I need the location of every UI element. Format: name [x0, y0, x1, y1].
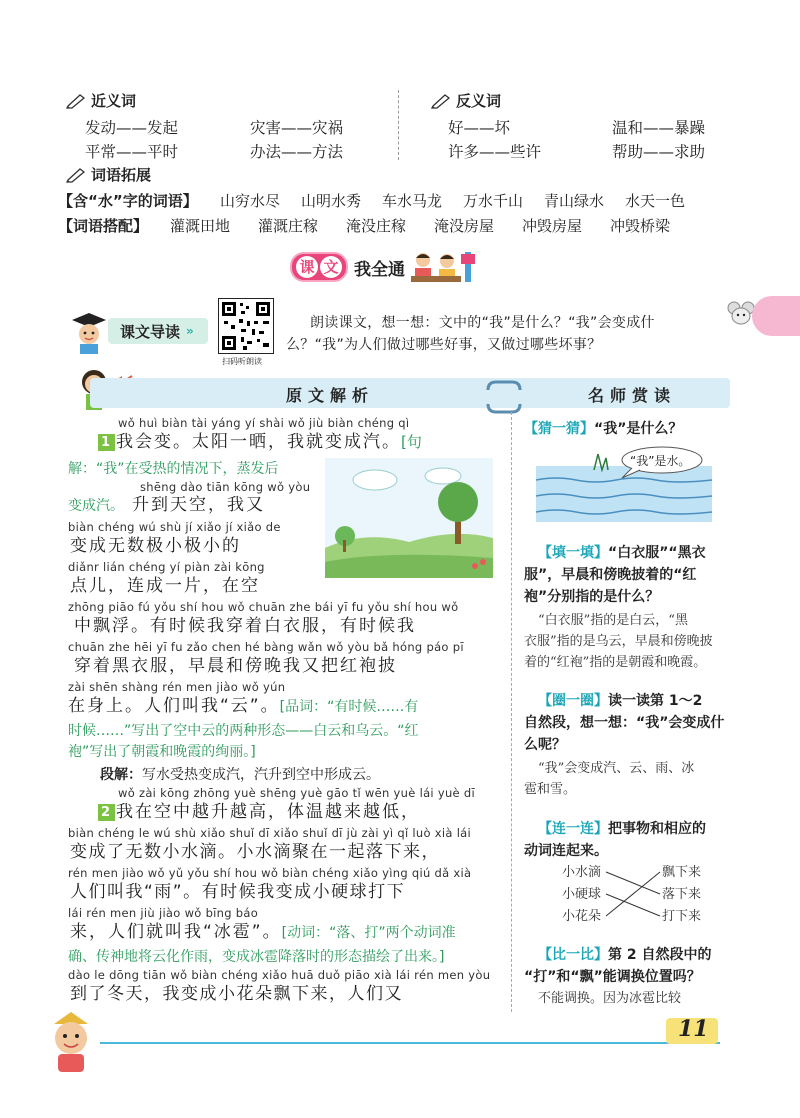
- match-right-item: 落下来: [662, 887, 702, 902]
- vocab-divider: [398, 90, 399, 160]
- sidebar-question: 【连一连】把事物和相应的: [538, 821, 706, 837]
- match-left-item: 小水滴: [562, 865, 602, 880]
- left-header: 原文解析: [286, 386, 375, 405]
- expansion-heading: [65, 164, 151, 185]
- pinyin-line: diǎnr lián chéng yí piàn zài kōng: [68, 560, 265, 574]
- sidebar-question: 【圈一圈】读一读第 1～2: [538, 693, 703, 709]
- expansion-word: 山明水秀: [301, 192, 362, 210]
- expansion-word: 淹没庄稼: [346, 217, 407, 235]
- side-tab: [752, 296, 800, 336]
- pinyin-line: zài shēn shàng rén men jiào wǒ yún: [68, 680, 286, 694]
- students-illustration: [409, 250, 479, 284]
- text-line: 变成无数极小极小的: [70, 536, 241, 556]
- pinyin-line: shēng dào tiān kōng wǒ yòu: [140, 480, 311, 494]
- sidebar-answer: “我”会变成汽、云、雨、冰: [538, 761, 695, 776]
- sidebar-answer: 着的“红袍”指的是朝霞和晚霞。: [524, 655, 707, 670]
- antonym-pair: 许多——些许: [448, 143, 542, 161]
- pencil-icon: [430, 93, 452, 109]
- sidebar-question-line: “打”和“飘”能调换位置吗？: [524, 969, 701, 985]
- text-line: 变成了无数小水滴。小水滴聚在一起落下来，: [70, 842, 440, 862]
- antonyms-heading: [430, 90, 501, 111]
- synonym-pair: 灾害——灾祸: [250, 119, 344, 137]
- sidebar-question-line: 服”，早晨和傍晚披着的“红: [524, 567, 697, 583]
- text-line: 穿着黑衣服，早晨和傍晚我又把红袍披: [74, 656, 397, 676]
- sidebar-question: 【比一比】第 2 自然段中的: [538, 947, 712, 963]
- expansion-title: 词语拓展: [91, 166, 152, 184]
- pinyin-line: lái rén men jiù jiào wǒ bīng báo: [68, 906, 259, 920]
- speech-bubble-text: “我”是水。: [630, 454, 691, 468]
- text-line: 变成汽。 升到天空，我又: [68, 495, 265, 515]
- annotation: 确、传神地将云化作雨，变成冰雹降落时的形态描绘了出来。]: [68, 949, 445, 965]
- pencil-icon: [65, 93, 87, 109]
- text-line: 点儿，连成一片，在空: [70, 576, 260, 596]
- banner-ke: 课: [296, 256, 318, 278]
- guide-label: 课文导读: [120, 322, 181, 341]
- text-line: 在身上。人们叫我“云”。[品词：“有时候……有: [68, 696, 419, 716]
- annotation: 袍”写出了朝霞和晚霞的绚丽。]: [68, 744, 256, 760]
- pinyin-line: biàn chéng le wú shù xiǎo shuǐ dī xiǎo shuǐ dī jù zài yì qǐ luò xià lái: [68, 826, 472, 840]
- guide-label-box: [108, 318, 208, 344]
- antonym-pair: 温和——暴躁: [612, 119, 706, 137]
- sidebar-answer: 雹和雪。: [524, 782, 577, 797]
- ring-binder-icon: [484, 380, 524, 414]
- expansion-row-1: [58, 190, 706, 211]
- sidebar-question-line: 袍”分别指的是什么？: [524, 589, 660, 605]
- right-header: 名师赏读: [588, 386, 677, 405]
- sidebar-answer: 衣服”指的是乌云，早晨和傍晚披: [524, 634, 713, 649]
- sidebar-question-line: 么呢？: [524, 737, 566, 753]
- annotation: 解：“我”在受热的情况下，蒸发后: [68, 461, 279, 477]
- synonyms-section: [65, 90, 136, 111]
- graduate-boy-icon: [68, 310, 110, 354]
- pinyin-line: biàn chéng wú shù jí xiǎo jí xiǎo de: [68, 520, 281, 534]
- sidebar-question-line: 动词连起来。: [524, 843, 608, 859]
- qr-code[interactable]: [218, 298, 274, 354]
- page-number: 11: [678, 1016, 709, 1042]
- sidebar-question: 【猜一猜】“我”是什么？: [524, 421, 683, 437]
- qr-caption: 扫码听朗读: [222, 357, 262, 366]
- banner-wen: 文: [320, 256, 342, 278]
- annotation: [品词：“有时候……有: [279, 699, 419, 715]
- match-left-item: 小硬球: [562, 887, 602, 902]
- section-banner: [290, 250, 479, 284]
- annotation: [句: [401, 433, 422, 451]
- expansion-word: 万水千山: [463, 192, 524, 210]
- expansion-word: 淹没房屋: [434, 217, 495, 235]
- paragraph-number: 1: [98, 434, 115, 451]
- sidebar-answer: “白衣服”指的是白云，“黑: [538, 613, 688, 628]
- synonyms-title: 近义词: [91, 92, 137, 110]
- qr-code-icon: [219, 299, 273, 353]
- text-line: 2 我在空中越升越高，体温越来越低，: [98, 802, 420, 822]
- expansion-word: 青山绿水: [544, 192, 605, 210]
- annotation: 时候……”写出了空中云的两种形态——白云和乌云。“红: [68, 723, 419, 739]
- pinyin-line: wǒ zài kōng zhōng yuè shēng yuè gāo tǐ wēn yuè lái yuè dī: [118, 786, 475, 800]
- synonym-pair: 平常——平时: [85, 143, 179, 161]
- pinyin-line: zhōng piāo fú yǒu shí hou wǒ chuān zhe bái yī fu yǒu shí hou wǒ: [68, 600, 459, 614]
- paragraph-summary: 段解：写水受热变成汽，汽升到空中形成云。: [100, 767, 380, 783]
- matching-lines: [604, 860, 664, 928]
- expansion-word: 冲毁桥梁: [610, 217, 671, 235]
- mascot-icon: [40, 1010, 102, 1076]
- expansion-label: 【词语搭配】: [58, 217, 149, 235]
- pinyin-line: rén men jiào wǒ yǔ yǒu shí hou wǒ biàn chéng xiǎo yìng qiú dǎ xià: [68, 866, 472, 880]
- expansion-word: 车水马龙: [382, 192, 443, 210]
- match-right-item: 飘下来: [662, 865, 702, 880]
- paragraph-number: 2: [98, 804, 115, 821]
- match-right-item: 打下来: [662, 909, 702, 924]
- synonym-pair: 发动——发起: [85, 119, 179, 137]
- expansion-word: 水天一色: [625, 192, 686, 210]
- chevrons-icon: »: [186, 324, 194, 338]
- guide-line-2: 么？“我”为人们做过哪些好事，又做过哪些坏事？: [286, 337, 602, 353]
- expansion-row-2: [58, 215, 698, 236]
- banner-badge: [290, 252, 348, 282]
- synonyms-heading: [65, 90, 136, 111]
- banner-suffix: 我全通: [354, 259, 405, 280]
- pinyin-line: chuān zhe hēi yī fu zǎo chen hé bàng wǎn wǒ yòu bǎ hóng páo pī: [68, 640, 464, 654]
- landscape-illustration: [325, 458, 493, 578]
- expansion-word: 灌溉庄稼: [258, 217, 319, 235]
- column-divider: [511, 412, 512, 1012]
- antonyms-title: 反义词: [456, 92, 502, 110]
- pinyin-line: dào le dōng tiān wǒ biàn chéng xiǎo huā duǒ piāo xià lái rén men yòu: [68, 968, 491, 982]
- sidebar-question-line: 自然段，想一想：“我”会变成什: [524, 715, 725, 731]
- antonym-pair: 好——坏: [448, 119, 511, 137]
- expansion-word: 山穷水尽: [220, 192, 281, 210]
- pinyin-line: wǒ huì biàn tài yáng yí shài wǒ jiù biàn chéng qì: [118, 416, 410, 430]
- sidebar-question: 【填一填】“白衣服”“黑衣: [538, 545, 706, 561]
- synonym-pair: 办法——方法: [250, 143, 344, 161]
- text-line: 人们叫我“雨”。有时候我变成小硬球打下: [70, 882, 406, 902]
- antonyms-section: [430, 90, 501, 111]
- text-line: 1 我会变。太阳一晒，我就变成汽。[句: [98, 432, 422, 452]
- text-line: 到了冬天，我变成小花朵飘下来，人们又: [70, 984, 403, 1004]
- match-left-item: 小花朵: [562, 909, 602, 924]
- antonym-pair: 帮助——求助: [612, 143, 706, 161]
- footer-line: [100, 1042, 720, 1044]
- expansion-word: 冲毁房屋: [522, 217, 583, 235]
- expansion-label: 【含“水”字的词语】: [58, 192, 198, 210]
- guide-line-1: 朗读课文，想一想：文中的“我”是什么？“我”会变成什: [310, 315, 655, 331]
- text-line: 来，人们就叫我“冰雹”。[动词：“落、打”两个动词准: [70, 922, 456, 942]
- pencil-icon: [65, 167, 87, 183]
- sidebar-answer: 不能调换。因为冰雹比较: [538, 991, 682, 1006]
- text-line: 中飘浮。有时候我穿着白衣服，有时候我: [74, 616, 416, 636]
- expansion-word: 灌溉田地: [170, 217, 231, 235]
- annotation: [动词：“落、打”两个动词准: [281, 925, 456, 941]
